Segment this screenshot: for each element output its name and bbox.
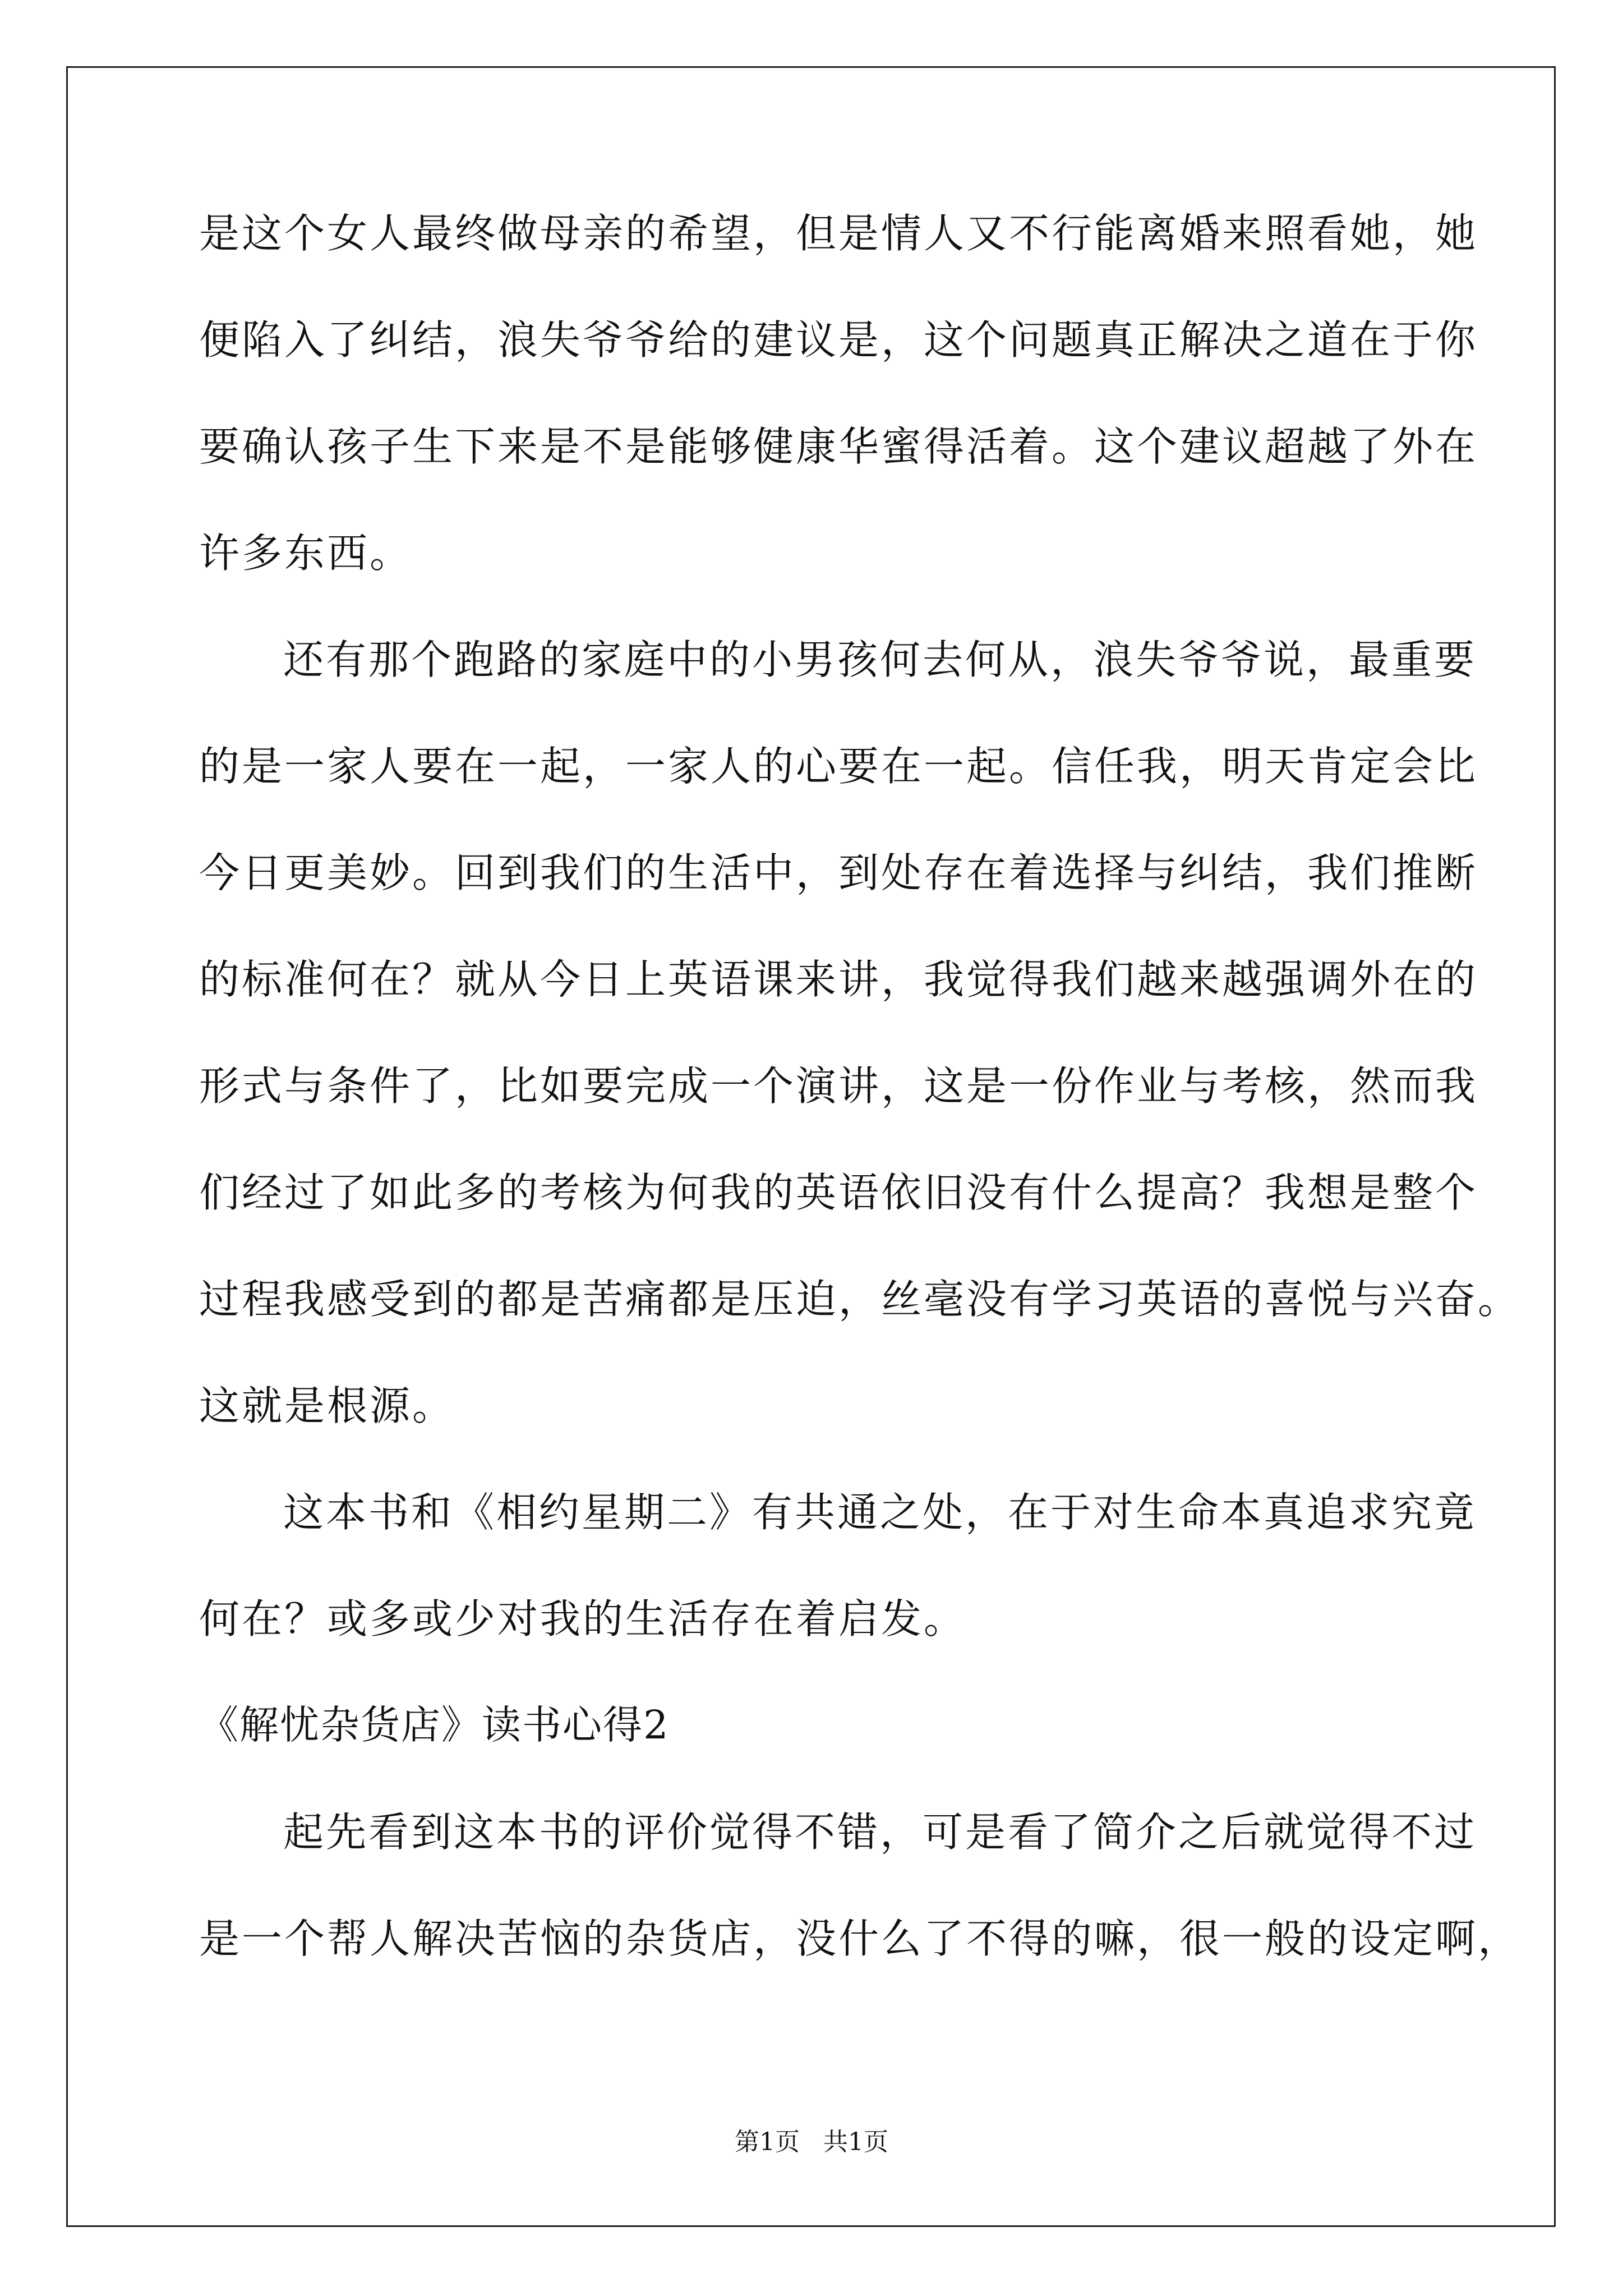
section-heading: 《解忧杂货店》读书心得2 [199, 1702, 670, 1748]
text-line: 这本书和《相约星期二》有共通之处，在于对生命本真追求究竟 [283, 1489, 1477, 1536]
text-line: 何在？或多或少对我的生活存在着启发。 [199, 1595, 967, 1642]
text-line: 的是一家人要在一起，一家人的心要在一起。信任我，明天肯定会比 [199, 743, 1478, 790]
text-line: 今日更美妙。回到我们的生活中，到处存在着选择与纠结，我们推断 [199, 849, 1478, 896]
text-line: 要确认孩子生下来是不是能够健康华蜜得活着。这个建议超越了外在 [199, 423, 1478, 470]
text-line: 是一个帮人解决苦恼的杂货店，没什么了不得的嘛，很一般的设定啊， [199, 1915, 1521, 1962]
text-line: 过程我感受到的都是苦痛都是压迫，丝毫没有学习英语的喜悦与兴奋。 [199, 1276, 1521, 1323]
text-line: 起先看到这本书的评价觉得不错，可是看了简介之后就觉得不过 [283, 1809, 1477, 1856]
page-footer: 第1页 共1页 [735, 2128, 888, 2156]
text-line: 形式与条件了，比如要完成一个演讲，这是一份作业与考核，然而我 [199, 1062, 1478, 1110]
text-line: 这就是根源。 [199, 1382, 455, 1429]
text-line: 是这个女人最终做母亲的希望，但是情人又不行能离婚来照看她，她 [199, 210, 1478, 257]
document-body [199, 210, 1521, 2025]
text-line: 许多东西。 [199, 530, 413, 577]
text-line: 便陷入了纠结，浪失爷爷给的建议是，这个问题真正解决之道在于你 [199, 316, 1478, 364]
text-line: 还有那个跑路的家庭中的小男孩何去何从，浪失爷爷说，最重要 [283, 636, 1477, 683]
text-line: 的标准何在？就从今日上英语课来讲，我觉得我们越来越强调外在的 [199, 956, 1478, 1003]
text-line: 们经过了如此多的考核为何我的英语依旧没有什么提高？我想是整个 [199, 1169, 1478, 1216]
